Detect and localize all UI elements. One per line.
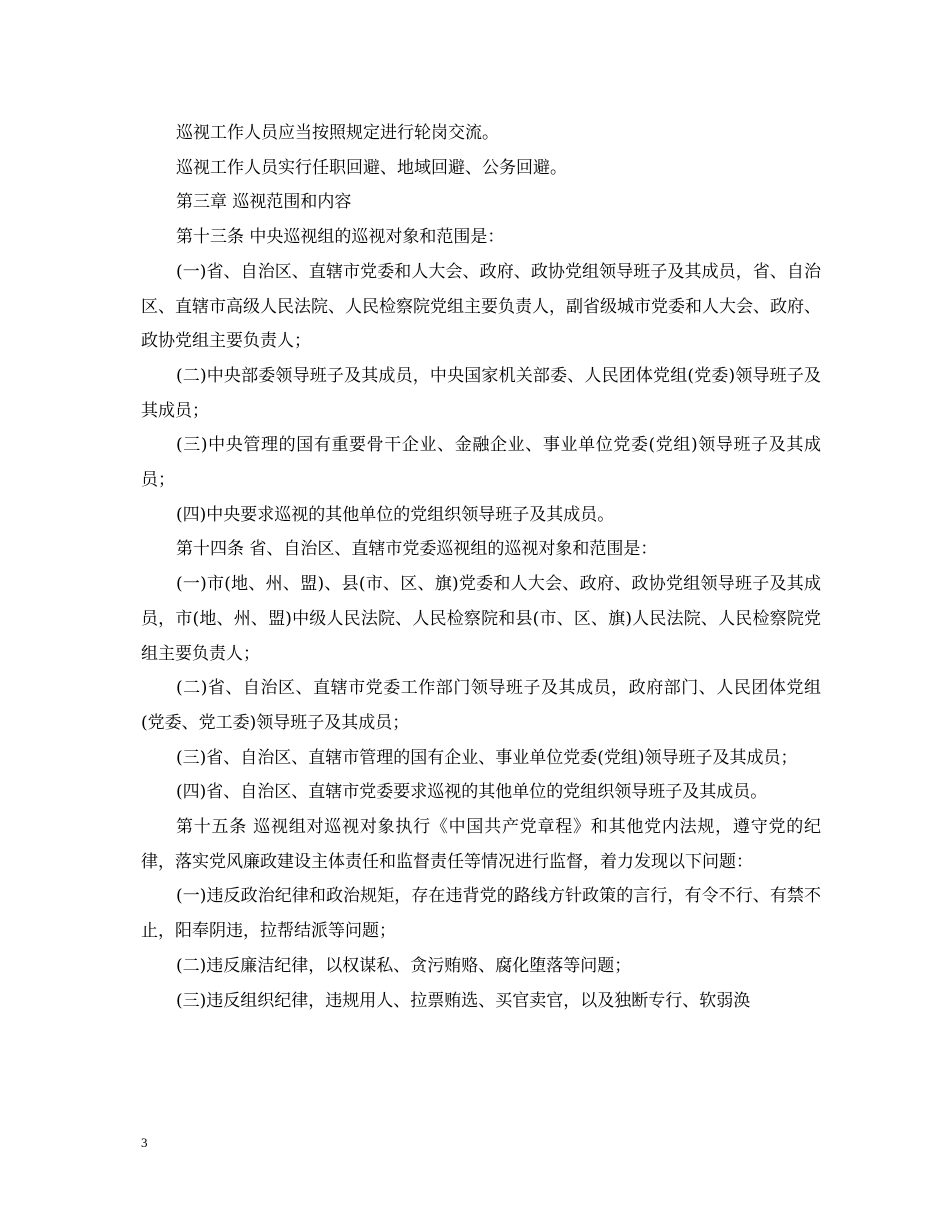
article-13-item-1: (一)省、自治区、直辖市党委和人大会、政府、政协党组领导班子及其成员，省、自治区、直辖市高级人民法院、人民检察院党组主要负责人，副省级城市党委和人大会、政府、政协党组主要负责人；: [141, 261, 821, 352]
article-14-item-4: (四)省、自治区、直辖市党委要求巡视的其他单位的党组织领导班子及其成员。: [176, 782, 768, 803]
article-13-item-2: (二)中央部委领导班子及其成员，中央国家机关部委、人民团体党组(党委)领导班子及其成员；: [141, 365, 821, 421]
article-14-heading: 第十四条 省、自治区、直辖市党委巡视组的巡视对象和范围是：: [176, 539, 658, 560]
document-body: [141, 116, 821, 1018]
paragraph-1: 巡视工作人员应当按照规定进行轮岗交流。: [176, 123, 499, 143]
paragraph-2: 巡视工作人员实行任职回避、地域回避、公务回避。: [176, 157, 567, 178]
article-13-heading: 第十三条 中央巡视组的巡视对象和范围是：: [176, 227, 505, 248]
article-15-item-1: (一)违反政治纪律和政治规矩，存在违背党的路线方针政策的言行，有令不行、有禁不止，阳奉阴违，拉帮结派等问题；: [141, 886, 821, 942]
article-15-heading: 第十五条 巡视组对巡视对象执行《中国共产党章程》和其他党内法规，遵守党的纪律，落实党风廉政建设主体责任和监督责任等情况进行监督，着力发现以下问题：: [141, 817, 821, 872]
article-14-item-2: (二)省、自治区、直辖市党委工作部门领导班子及其成员，政府部门、人民团体党组(党委、党工委)领导班子及其成员；: [141, 678, 821, 733]
article-13-item-3: (三)中央管理的国有重要骨干企业、金融企业、事业单位党委(党组)领导班子及其成员；: [141, 435, 821, 491]
chapter-heading: 第三章 巡视范围和内容: [176, 192, 352, 213]
article-14-item-3: (三)省、自治区、直辖市管理的国有企业、事业单位党委(党组)领导班子及其成员；: [176, 747, 798, 768]
article-15-item-2: (二)违反廉洁纪律，以权谋私、贪污贿赂、腐化堕落等问题；: [176, 955, 632, 976]
article-14-item-1: (一)市(地、州、盟)、县(市、区、旗)党委和人大会、政府、政协党组领导班子及其成员，市(地、州、盟)中级人民法院、人民检察院和县(市、区、旗)人民法院、人民检察院党组主要负责人；: [141, 574, 821, 664]
article-15-item-3: (三)违反组织纪律，违规用人、拉票贿选、买官卖官，以及独断专行、软弱涣: [176, 990, 751, 1011]
article-13-item-4: (四)中央要求巡视的其他单位的党组织领导班子及其成员。: [176, 504, 615, 525]
page-number: 3: [141, 1135, 148, 1150]
